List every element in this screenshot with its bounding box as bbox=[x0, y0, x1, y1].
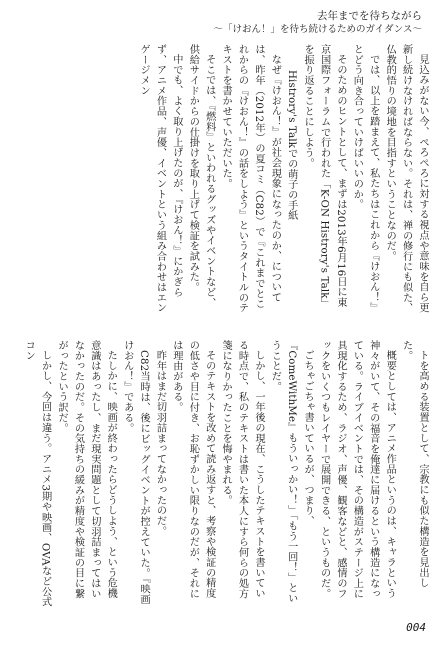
paragraph: トを高める装置として、宗教にも似た構造を見出した。 bbox=[400, 340, 428, 589]
paragraph: なぜ『けおん！』が社会現象になったのか、については、昨年（2012年）の夏コミ（C82）で『これまでとこれからの『けおん！』の話をしよう』というタイトルのテキストを書かせていただいた。 bbox=[220, 44, 281, 314]
paragraph: では、以上を踏まえて、私たちはこれから『けおん！』とどう向き合っていけばいいのか。 bbox=[351, 44, 379, 313]
body-text-lower bbox=[22, 340, 430, 608]
paragraph: そのテキストを改めて読み返すと、考察や検証の精度の低さや目に付き、お恥ずかしい限りなのだが、それには理由がある。 bbox=[170, 340, 215, 599]
paragraph: しかし、今回は違う。アニメ3期や映画、OVAなど公式コン bbox=[23, 340, 51, 608]
running-head bbox=[213, 10, 422, 36]
section-heading: Histrory's Talkでの萌子の手紙 bbox=[285, 69, 297, 221]
paragraph: 見込みがない今、ぺろぺろに対する視点や意味を自ら更新し続けなければならない。それは、禅の修行にも似た、仏教的悟りの境地を目指すということなのだ。 bbox=[384, 44, 428, 314]
running-head-subtitle: 〜「けおん！」を待ち続けるためのガイダンス〜 bbox=[213, 24, 422, 35]
paragraph: 概要としては、アニメ作品というのは、キャラという神々がいて、その福音を俺達に届けるという構造になっている。ライブイベントでは、その構造がステージ上に具現化するため、ラジオ、声優、観客などと、感情のフックをいくつもレイヤーで展開できる、というものだ。 bbox=[318, 340, 396, 599]
page-number: 004 bbox=[406, 621, 426, 634]
paragraph: 昨年はまだ切羽詰まってなかったのだ。 bbox=[154, 350, 166, 537]
running-head-title: 去年までを待ちながら bbox=[317, 10, 422, 22]
paragraph: ごちゃごちゃ書いているが、つまり、『ComeWithMe』もういっかい！」「もう一回！」ということだ。 bbox=[269, 340, 314, 604]
paragraph: C82当時は、後にビッグイベントが控えていた。『映画けおん！』である。 bbox=[121, 340, 150, 605]
paragraph: そのためのヒントとして、まずは2013年6月16日に東京国際フォーラムで行われた「K-ON Histrory's Talk」を振り返ることにしよう。 bbox=[302, 44, 346, 309]
paragraph: しかし、一年後の現在、こうしたテキストを書いている時点で、私のテキストは書いた本人にすら何らの処方箋になりかったことを悔やまれる。 bbox=[220, 340, 264, 599]
paragraph: たしかに、映画が終わったらどうしよう、という危機意識はあったし、まだ現実問題として切羽詰まってはいなかったのだ。その気持ちの緩みが精度や検証の目に繋がったという訳だ。 bbox=[56, 340, 117, 599]
paragraph: 中でも、よく取り上げたのが、『けおん！』にかぎらず、アニメ作品、声優、イベントという組み合わせはエンゲージメン bbox=[138, 44, 182, 314]
paragraph: そこでは、『燃料』といわれるグッズやイベントなど、供給サイドからの仕掛けを取り上げて検証を試みた。 bbox=[187, 44, 215, 308]
body-text-upper bbox=[22, 44, 430, 314]
